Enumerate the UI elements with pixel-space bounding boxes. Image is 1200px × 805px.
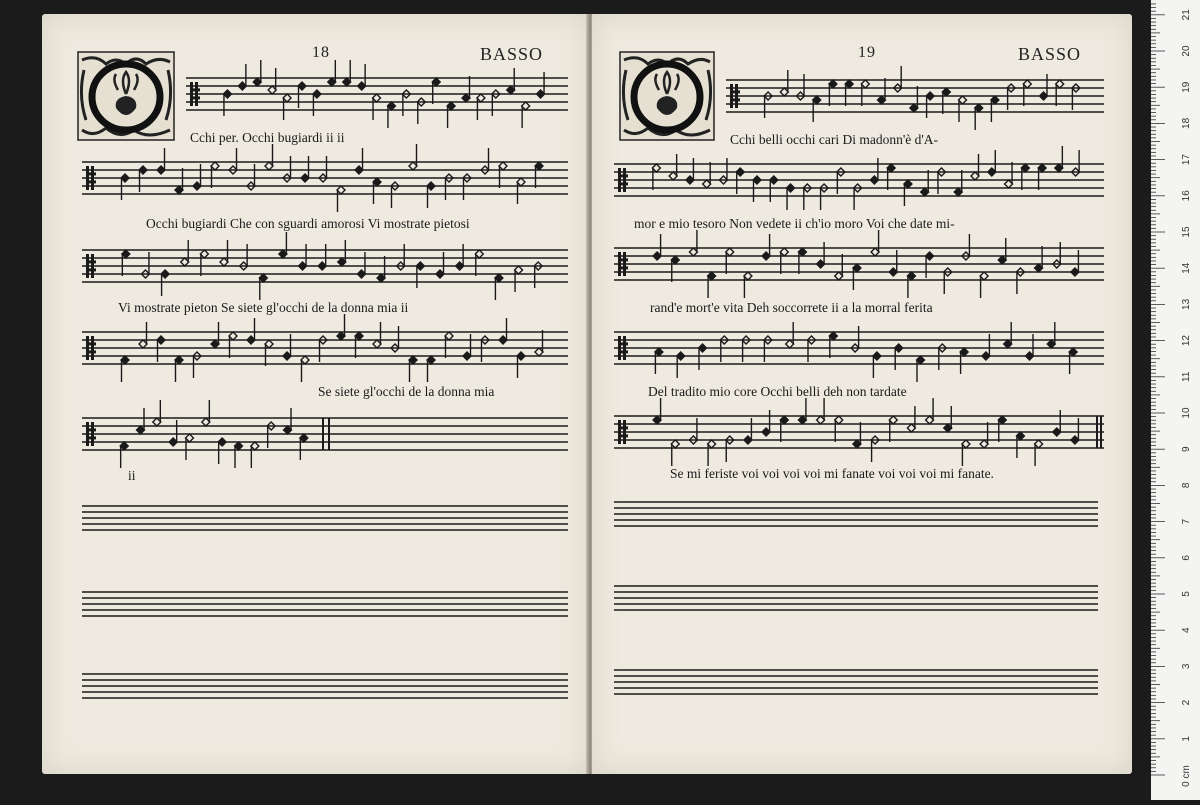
note	[853, 264, 861, 290]
note	[1004, 322, 1012, 348]
note	[959, 96, 967, 122]
measurement-ruler	[1151, 0, 1200, 800]
note	[139, 166, 147, 192]
note	[432, 78, 440, 104]
ruler-number: 1	[1181, 736, 1192, 742]
ruler-number: 19	[1181, 81, 1192, 93]
note	[373, 94, 381, 120]
note	[1056, 80, 1064, 106]
lyric-right-2: mor e mio tesoro Non vedete ii ch'io moro Voi che date mi-	[634, 216, 955, 231]
note	[181, 240, 189, 266]
note	[175, 168, 183, 194]
note	[535, 162, 543, 188]
note	[499, 318, 507, 344]
note	[835, 416, 843, 442]
note	[910, 86, 918, 112]
note	[895, 344, 903, 370]
note	[780, 416, 788, 442]
ruler-number: 18	[1181, 117, 1192, 129]
note	[223, 90, 231, 116]
note	[861, 80, 869, 106]
note	[301, 156, 309, 182]
note	[1005, 162, 1013, 188]
ruler-number: 9	[1181, 446, 1192, 452]
note	[944, 406, 952, 432]
note	[813, 96, 821, 122]
note	[1053, 410, 1061, 436]
staff-left-5	[82, 408, 568, 460]
note	[926, 252, 934, 278]
note	[238, 64, 246, 90]
note	[507, 68, 515, 94]
note	[954, 170, 962, 196]
note	[889, 250, 897, 276]
staff-right-3	[614, 238, 1104, 290]
note	[786, 322, 794, 348]
staff-right-5	[614, 406, 1104, 458]
staff-left-empty-2	[82, 582, 568, 626]
ruler-number: 15	[1181, 226, 1192, 238]
note	[211, 322, 219, 348]
note	[445, 332, 453, 358]
lyric-right-5: Se mi feriste voi voi voi voi mi fanate voi voi voi mi fanate.	[670, 466, 994, 481]
note	[169, 420, 177, 446]
left-page-number: 18	[312, 44, 330, 61]
ruler-number: 6	[1181, 555, 1192, 561]
note	[1071, 250, 1079, 276]
note	[853, 422, 861, 448]
staff-right-1	[726, 70, 1104, 122]
note	[655, 348, 663, 374]
note	[247, 318, 255, 344]
note	[229, 332, 237, 358]
barline	[328, 418, 330, 450]
note	[193, 164, 201, 190]
right-part-label: BASSO	[1018, 44, 1082, 64]
note	[139, 322, 147, 348]
note	[122, 250, 130, 276]
staff-left-2	[82, 152, 568, 204]
note	[436, 252, 444, 278]
lyric-right-1: Cchi belli occhi cari Di madonn'è d'A-	[730, 132, 939, 147]
note	[499, 162, 507, 188]
note	[699, 344, 707, 370]
note	[736, 168, 744, 194]
staff-right-4	[614, 322, 1104, 374]
staff-left-3	[82, 240, 568, 292]
note	[1047, 322, 1055, 348]
note	[121, 174, 129, 200]
note	[537, 72, 545, 98]
note	[780, 70, 788, 96]
note	[971, 154, 979, 180]
ruler-unit-label: 0 cm	[1181, 765, 1192, 787]
staff-right-empty-1	[614, 492, 1098, 536]
note	[653, 234, 661, 260]
note	[988, 150, 996, 176]
note	[186, 434, 194, 460]
note	[669, 154, 677, 180]
note	[703, 162, 711, 188]
note	[829, 80, 837, 106]
lyric-left-5: ii	[128, 468, 136, 483]
note	[762, 410, 770, 436]
note	[157, 148, 165, 174]
ruler-number: 7	[1181, 518, 1192, 525]
note	[870, 158, 878, 184]
note	[1016, 432, 1024, 458]
note	[904, 180, 912, 206]
note	[671, 256, 679, 282]
ruler-number: 16	[1181, 190, 1192, 202]
lyric-left-1: Cchi per. Occhi bugiardi ii ii	[190, 130, 345, 145]
note	[770, 176, 778, 202]
note	[980, 422, 988, 448]
note	[157, 336, 165, 362]
barline	[322, 418, 324, 450]
note	[477, 94, 485, 120]
note	[817, 242, 825, 268]
note	[298, 82, 306, 108]
note	[517, 178, 525, 204]
staff-right-empty-2	[614, 576, 1098, 620]
note	[762, 234, 770, 260]
ruler-ticks	[1151, 0, 1200, 800]
note	[998, 416, 1006, 442]
final-barline	[1100, 416, 1102, 448]
note	[960, 348, 968, 374]
note	[878, 78, 886, 104]
right-page-number: 19	[858, 44, 876, 61]
note	[921, 170, 929, 196]
lyric-left-3: Vi mostrate pieton Se siete gl'occhi de la donna mia ii	[118, 300, 409, 315]
note	[265, 340, 273, 366]
ruler-number: 20	[1181, 45, 1192, 57]
ruler-number: 21	[1181, 9, 1192, 21]
note	[313, 90, 321, 116]
note	[220, 240, 228, 266]
note	[355, 148, 363, 174]
note	[798, 248, 806, 274]
note	[753, 176, 761, 202]
note	[338, 240, 346, 266]
decorated-initial-right	[618, 50, 716, 142]
note	[829, 332, 837, 358]
note	[887, 164, 895, 190]
note	[1021, 164, 1029, 190]
note	[515, 266, 523, 292]
note	[137, 408, 145, 434]
staff-right-empty-3	[614, 660, 1098, 704]
note	[355, 332, 363, 358]
ruler-number: 11	[1181, 371, 1192, 382]
note	[268, 68, 276, 94]
note	[284, 408, 292, 434]
note	[780, 248, 788, 274]
note	[926, 92, 934, 118]
note	[377, 256, 385, 282]
staff-left-4	[82, 322, 568, 374]
note	[283, 334, 291, 360]
note	[726, 248, 734, 274]
staff-right-2	[614, 154, 1104, 206]
ruler-number: 14	[1181, 262, 1192, 274]
staff-left-empty-1	[82, 496, 568, 540]
note	[1023, 80, 1031, 106]
note	[462, 76, 470, 102]
note	[463, 334, 471, 360]
note	[991, 96, 999, 122]
note	[942, 88, 950, 114]
ruler-number: 2	[1181, 699, 1192, 706]
note	[889, 416, 897, 442]
decorated-initial-left	[76, 50, 176, 142]
ruler-number: 10	[1181, 407, 1192, 419]
lyric-right-4: Del tradito mio core Occhi belli deh non tardate	[648, 384, 907, 399]
note	[373, 322, 381, 348]
note	[373, 178, 381, 204]
note	[358, 64, 366, 90]
ruler-number: 8	[1181, 482, 1192, 489]
staff-left-empty-3	[82, 664, 568, 708]
left-part-label: BASSO	[480, 44, 544, 64]
note	[475, 250, 483, 276]
note	[416, 262, 424, 288]
final-barline	[1096, 416, 1098, 448]
note	[1026, 334, 1034, 360]
note	[982, 334, 990, 360]
note	[300, 434, 308, 460]
lyric-left-4: Se siete gl'occhi de la donna mia	[318, 384, 495, 399]
ruler-number: 12	[1181, 335, 1192, 347]
note	[1038, 164, 1046, 190]
note	[744, 418, 752, 444]
note	[998, 238, 1006, 264]
ruler-number: 17	[1181, 154, 1192, 166]
note	[456, 244, 464, 270]
staff-left-1	[186, 68, 568, 120]
note	[283, 94, 291, 120]
note	[1035, 246, 1043, 272]
ruler-number: 4	[1181, 627, 1192, 633]
ruler-number: 3	[1181, 663, 1192, 670]
note	[907, 406, 915, 432]
note	[357, 252, 365, 278]
note	[686, 158, 694, 184]
note	[1040, 74, 1048, 100]
note	[845, 80, 853, 106]
lyric-left-2: Occhi bugiardi Che con sguardi amorosi Vi mostrate pietosi	[146, 216, 470, 231]
note	[835, 254, 843, 280]
note	[200, 250, 208, 276]
note	[211, 162, 219, 188]
note	[1071, 418, 1079, 444]
ruler-number: 5	[1181, 591, 1192, 597]
note	[1069, 348, 1077, 374]
lyric-right-3: rand'e mort'e vita Deh soccorrete ii a la morral ferita	[650, 300, 933, 315]
note	[652, 164, 660, 190]
note	[299, 244, 307, 270]
note	[318, 244, 326, 270]
note	[535, 330, 543, 356]
ruler-number: 13	[1181, 298, 1192, 310]
